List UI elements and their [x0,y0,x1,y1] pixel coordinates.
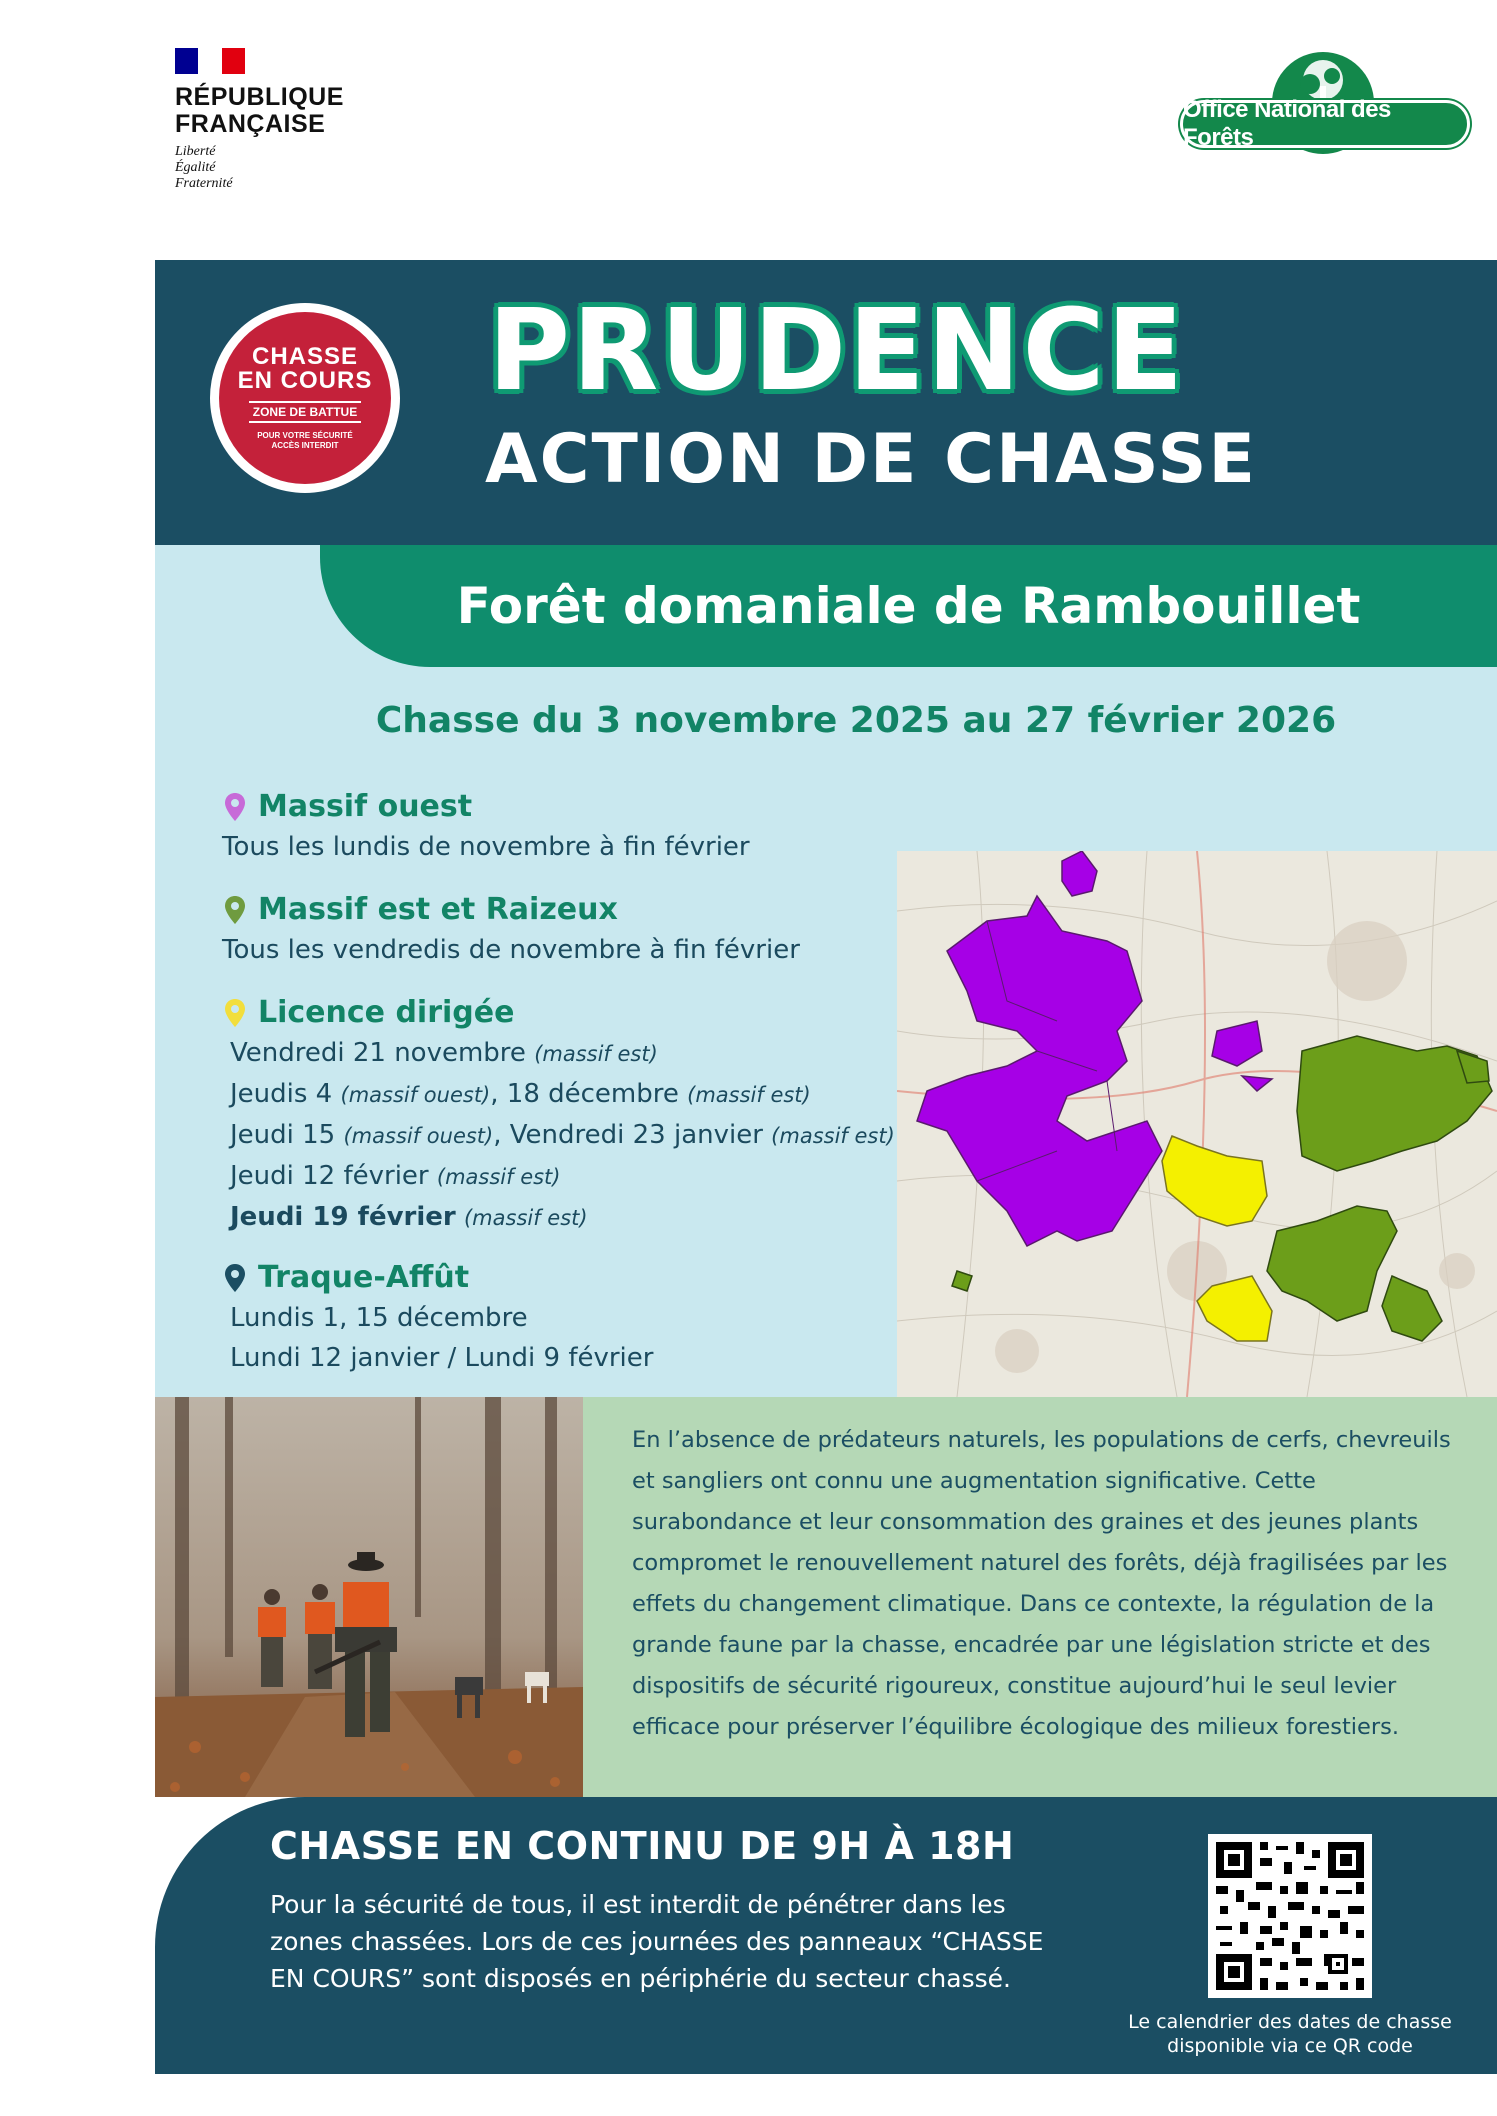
hunting-hours-title: CHASSE EN CONTINU DE 9H À 18H [270,1824,1015,1868]
republique-name: RÉPUBLIQUE FRANÇAISE [175,83,344,138]
republique-motto: Liberté Égalité Fraternité [175,144,233,191]
licence-heading: Licence dirigée [258,995,515,1030]
schedule-licence-dirigee [222,993,895,1238]
massif-ouest-heading: Massif ouest [258,789,473,824]
republique-francaise-logo [175,48,435,192]
massif-est-line: Tous les vendredis de novembre à fin février [222,935,800,965]
licence-line-2: Jeudis 4 (massif ouest), 18 décembre (massif est) [230,1079,811,1109]
location-pin-icon [224,1263,246,1293]
licence-line-4: Jeudi 12 février (massif est) [230,1161,561,1191]
main-title: PRUDENCE [488,286,1186,416]
licence-line-3: Jeudi 15 (massif ouest), Vendredi 23 janvier (massif est) [230,1120,895,1150]
traque-line-1: Lundis 1, 15 décembre [230,1303,528,1333]
location-pin-icon [224,998,246,1028]
season-dates: Chasse du 3 novembre 2025 au 27 février 2026 [375,700,1337,741]
traque-line-2: Lundi 12 janvier / Lundi 9 février [230,1343,654,1373]
badge-line-2: EN COURS [237,367,373,394]
hunting-zones-map [897,851,1497,1397]
marianne-flag-icon [175,48,245,74]
qr-code-icon[interactable] [1208,1834,1372,1998]
massif-ouest-line: Tous les lundis de novembre à fin février [222,832,750,862]
massif-est-heading: Massif est et Raizeux [258,892,618,927]
onf-name: Office National des Forêts [1183,96,1391,151]
forest-name: Forêt domaniale de Rambouillet [456,577,1361,635]
sub-title: ACTION DE CHASSE [485,420,1257,499]
badge-warning: POUR VOTRE SÉCURITÉ ACCÈS INTERDIT [257,431,353,450]
schedule-massif-ouest [222,787,862,867]
hunters-photo [155,1397,583,1797]
schedule-traque-affut [222,1258,862,1378]
location-pin-icon [224,895,246,925]
chasse-en-cours-badge [210,303,400,493]
location-pin-icon [224,792,246,822]
onf-logo [1180,52,1470,157]
onf-name-pill [1180,96,1470,151]
licence-line-1: Vendredi 21 novembre (massif est) [230,1038,658,1068]
qr-caption: Le calendrier des dates de chasse disponible via ce QR code [1128,2011,1452,2057]
licence-line-5: Jeudi 19 février (massif est) [230,1202,588,1232]
context-text: En l’absence de prédateurs naturels, les populations de cerfs, chevreuils et sangliers ont connu une augmentation significative. Cette surabondance et leur consommation des graines et des jeunes plants compromet le renouvellement naturel des forêts, déjà fragilisées par les effets du changement climatique. Dans ce contexte, la régulation de la grande faune par la chasse, encadrée par une législation stricte et des dispositifs de sécurité rigoureux, constitue aujourd’hui le seul levier efficace pour préserver l’équilibre écologique des milieux forestiers. [632,1427,1451,1740]
badge-line-1: CHASSE [251,343,359,370]
badge-zone: ZONE DE BATTUE [249,401,361,423]
safety-text: Pour la sécurité de tous, il est interdit de pénétrer dans les zones chassées. Lors de ces journées des panneaux “CHASSE EN COURS” sont disposés en périphérie du secteur chassé. [270,1890,1044,1993]
traque-heading: Traque-Affût [258,1260,470,1295]
schedule-massif-est [222,890,862,970]
